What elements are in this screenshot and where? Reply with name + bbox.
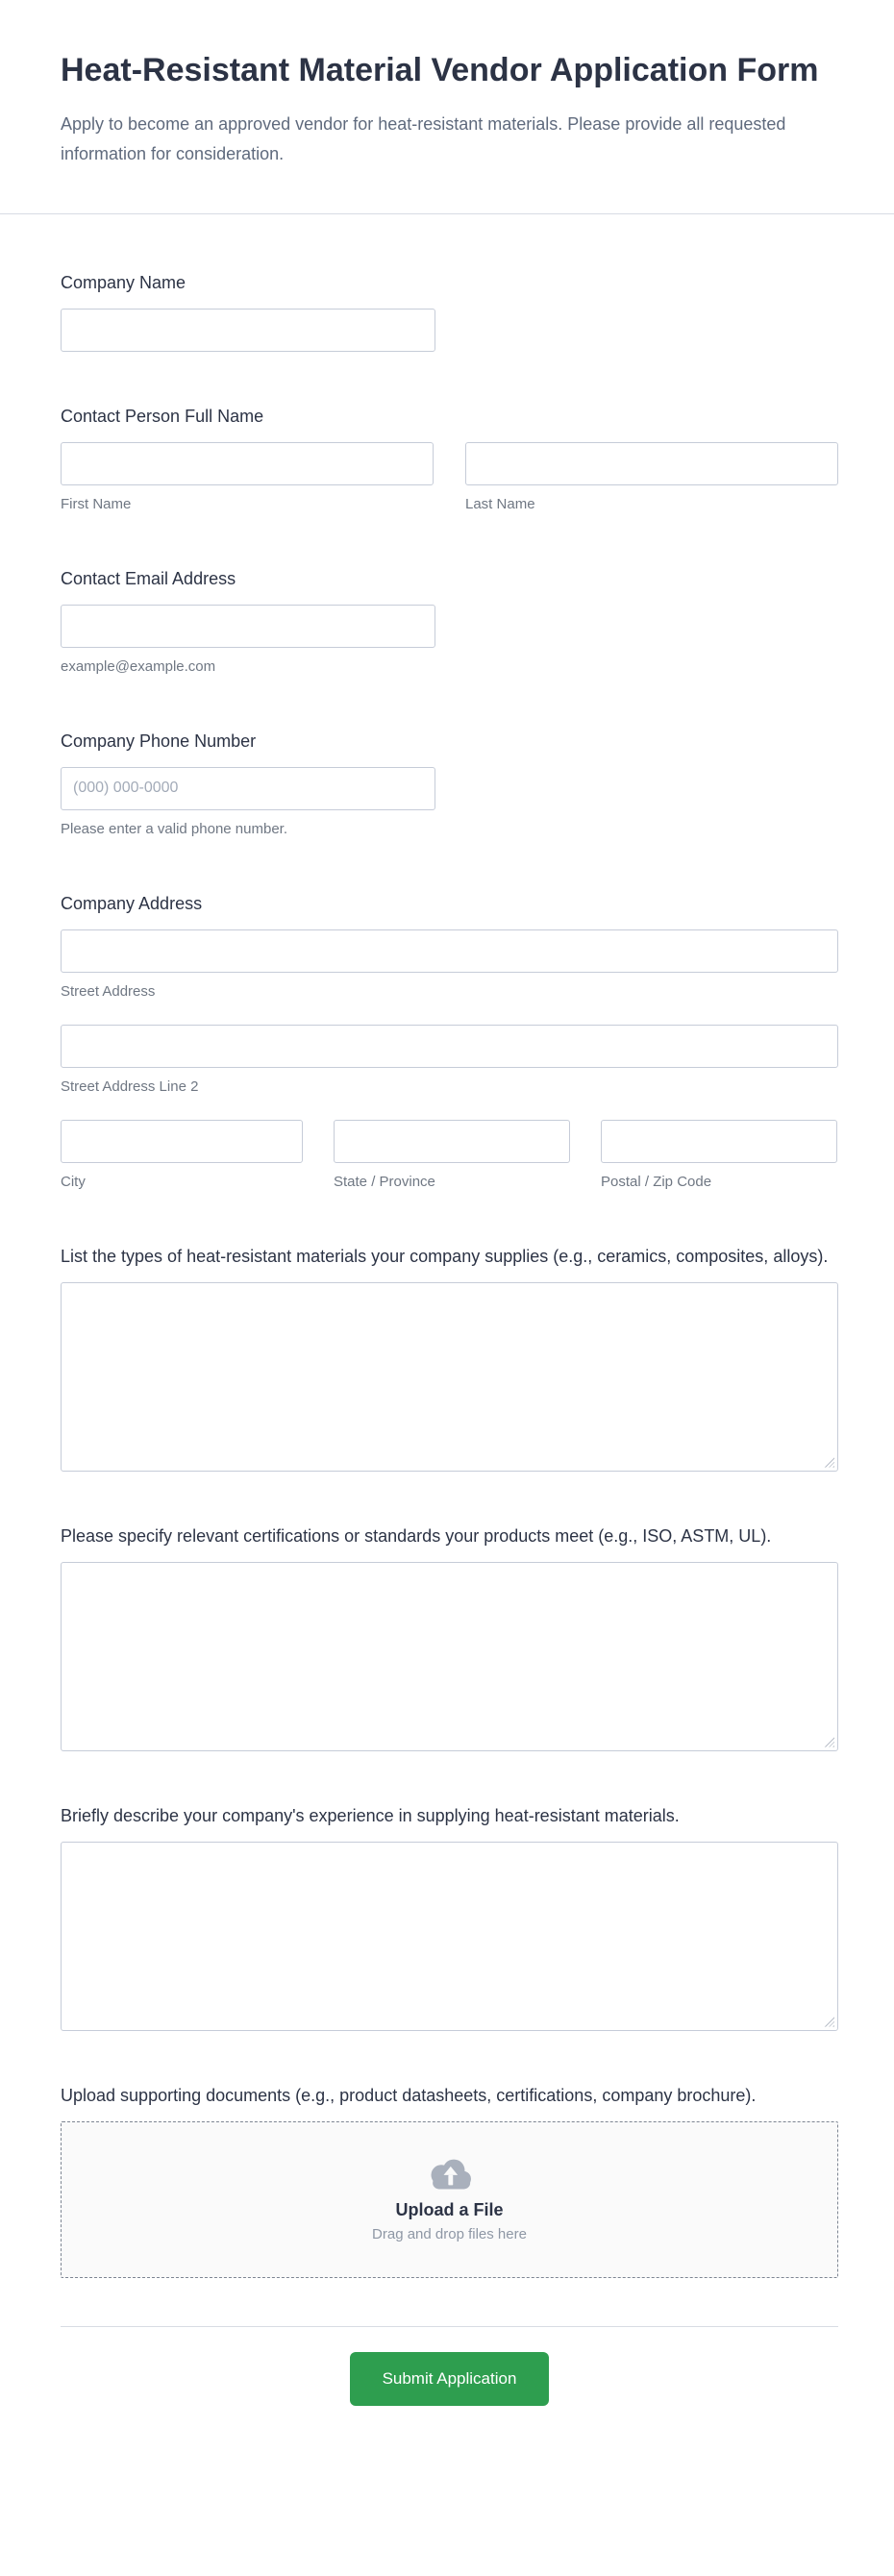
street-address2-sublabel: Street Address Line 2 [61, 1077, 199, 1095]
form-header [0, 0, 894, 214]
phone-label: Company Phone Number [61, 731, 257, 751]
field-certifications [61, 1523, 838, 1751]
field-upload [61, 2083, 838, 2278]
field-contact-person [61, 404, 838, 514]
phone-sublabel: Please enter a valid phone number. [61, 820, 287, 837]
company-name-label: Company Name [61, 272, 186, 292]
postal-sublabel: Postal / Zip Code [601, 1173, 712, 1190]
field-email [61, 566, 838, 677]
street-address2-input[interactable] [61, 1025, 838, 1068]
phone-input[interactable] [61, 767, 435, 810]
materials-label: List the types of heat-resistant materials your company supplies (e.g., ceramics, composites, alloys). [61, 1246, 829, 1266]
materials-textarea-wrap [61, 1282, 838, 1472]
email-sublabel: example@example.com [61, 657, 216, 675]
last-name-input[interactable] [465, 442, 838, 485]
last-name-sublabel: Last Name [465, 495, 535, 512]
contact-person-label: Contact Person Full Name [61, 406, 264, 426]
field-materials [61, 1244, 838, 1472]
first-name-sublabel: First Name [61, 495, 132, 512]
name-row [61, 442, 838, 514]
materials-textarea[interactable] [61, 1282, 838, 1472]
city-col [61, 1120, 303, 1192]
city-input[interactable] [61, 1120, 303, 1163]
upload-label: Upload supporting documents (e.g., product datasheets, certifications, company brochure). [61, 2085, 757, 2105]
field-address [61, 891, 838, 1192]
experience-textarea[interactable] [61, 1842, 838, 2031]
street-address-sublabel: Street Address [61, 982, 156, 1000]
experience-label: Briefly describe your company's experience in supplying heat-resistant materials. [61, 1805, 680, 1825]
certifications-textarea-wrap [61, 1562, 838, 1751]
postal-col [601, 1120, 837, 1192]
form-body [0, 214, 894, 2433]
street-address-input[interactable] [61, 929, 838, 973]
field-phone [61, 729, 838, 839]
submit-section [61, 2326, 838, 2433]
state-sublabel: State / Province [334, 1173, 435, 1190]
address-label: Company Address [61, 893, 203, 913]
city-sublabel: City [61, 1173, 86, 1190]
file-upload-dropzone[interactable] [61, 2121, 838, 2278]
company-name-input[interactable] [61, 309, 435, 352]
last-name-col [465, 442, 838, 514]
form-subtitle: Apply to become an approved vendor for heat-resistant materials. Please provide all requested information for consideration. [61, 114, 786, 163]
email-input[interactable] [61, 605, 435, 648]
state-input[interactable] [334, 1120, 570, 1163]
state-col [334, 1120, 570, 1192]
experience-textarea-wrap [61, 1842, 838, 2031]
upload-hint: Drag and drop files here [372, 2226, 527, 2243]
first-name-input[interactable] [61, 442, 434, 485]
certifications-label: Please specify relevant certifications or standards your products meet (e.g., ISO, ASTM, UL). [61, 1525, 772, 1546]
city-state-postal-row [61, 1120, 838, 1192]
certifications-textarea[interactable] [61, 1562, 838, 1751]
upload-title: Upload a File [395, 2200, 504, 2220]
street-address2-block [61, 1025, 838, 1097]
field-company-name [61, 270, 838, 352]
postal-input[interactable] [601, 1120, 837, 1163]
email-label: Contact Email Address [61, 568, 236, 588]
first-name-col [61, 442, 434, 514]
field-experience [61, 1803, 838, 2031]
upload-cloud-icon [425, 2156, 475, 2192]
street-address-block [61, 929, 838, 1002]
form-title: Heat-Resistant Material Vendor Application Form [61, 52, 819, 88]
submit-button[interactable]: Submit Application [350, 2352, 550, 2406]
